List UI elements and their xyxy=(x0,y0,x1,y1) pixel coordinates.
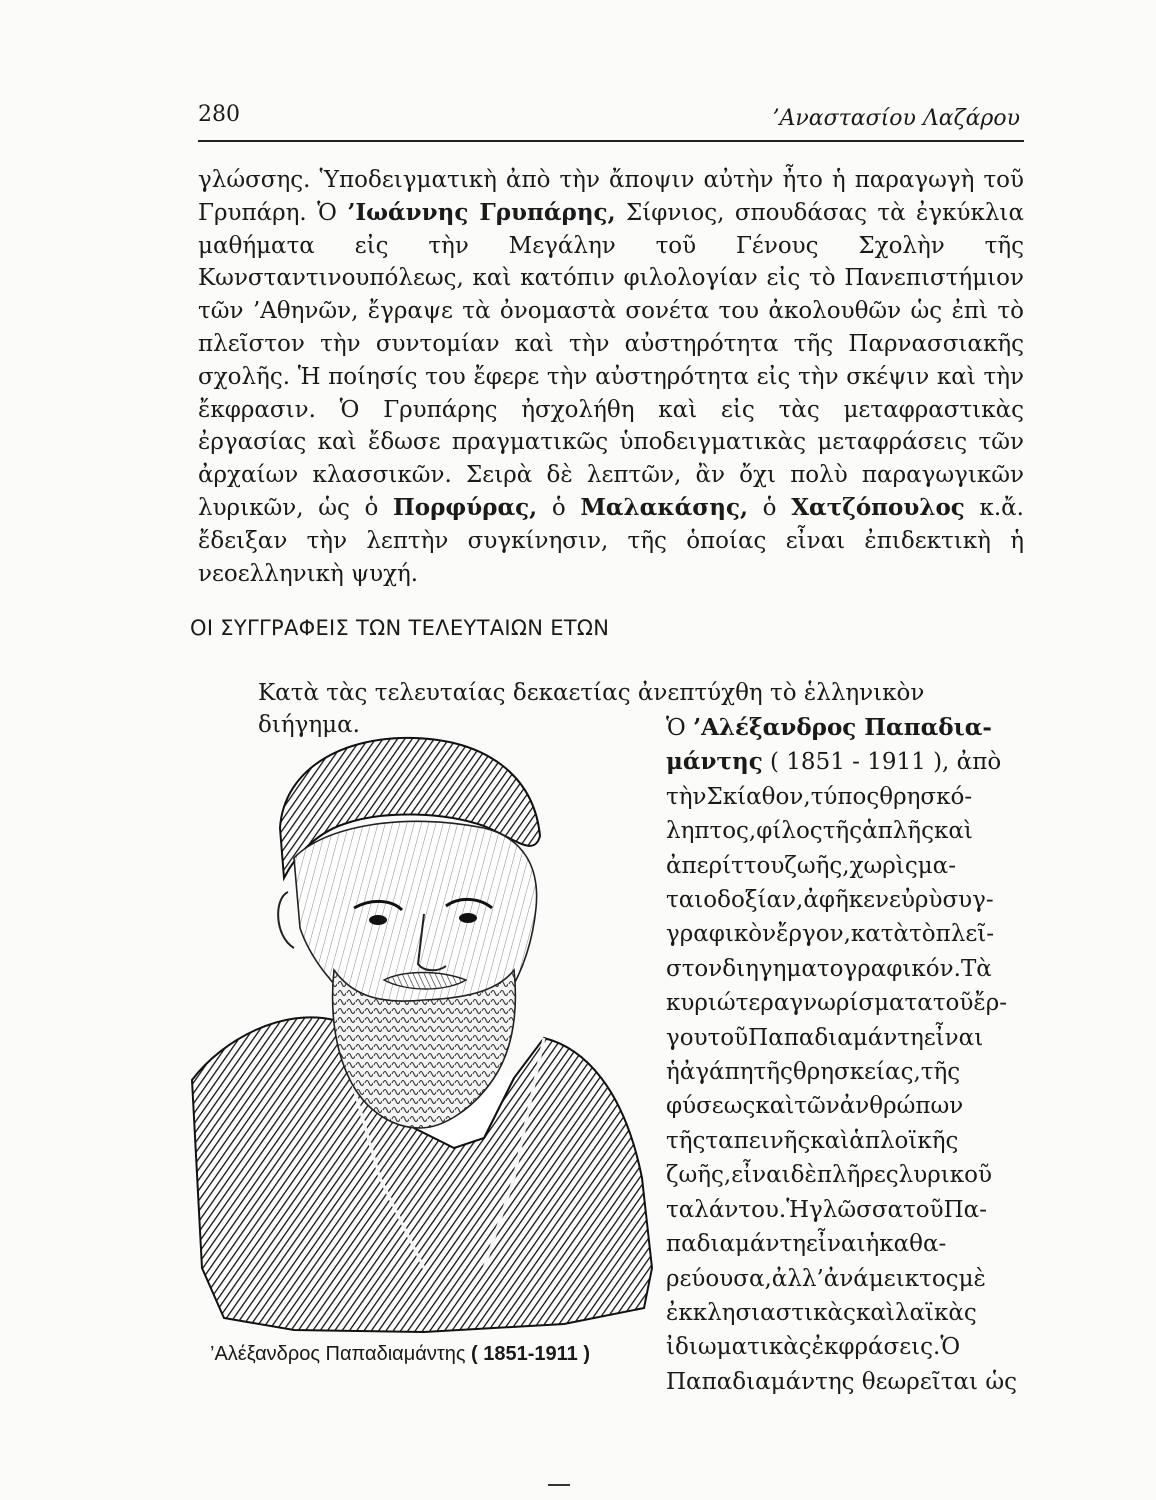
column-word: ἀγάπη xyxy=(679,1059,754,1086)
column-word: τῆς xyxy=(666,1127,706,1154)
column-line xyxy=(666,1021,1024,1055)
column-line xyxy=(666,1262,1024,1296)
column-word: τοῦ xyxy=(932,990,974,1017)
column-word: ἁπλῆς xyxy=(862,818,934,845)
column-line xyxy=(666,1089,1024,1123)
author-name: Πορφύρας, xyxy=(393,493,538,521)
column-word: λαϊκὰς xyxy=(894,1299,977,1326)
column-line xyxy=(666,917,1024,951)
author-name: μάντης xyxy=(666,748,763,776)
column-word: ἀλλ’ xyxy=(771,1265,824,1292)
column-word: τῆς xyxy=(753,1059,793,1086)
column-line xyxy=(666,745,1024,779)
column-word: τῶν xyxy=(794,1093,840,1120)
column-word: μὲ xyxy=(958,1265,986,1292)
column-word: ἔργον, xyxy=(776,921,851,948)
paragraph-text: κ.ἄ. ἔδειξαν τὴν λεπτὴν συγκίνησιν, τῆς ὁποίας εἶναι ἐπιδεκτικὴ ἡ νεοελληνικὴ ψυχή. xyxy=(198,494,1024,587)
column-line xyxy=(666,711,1024,745)
column-word: πλεῖ- xyxy=(935,921,995,948)
column-word: ταπεινῆς xyxy=(705,1127,811,1154)
paragraph-text: ὁ xyxy=(537,494,581,521)
caption-name: ’Αλέξανδρος Παπαδιαμάντης xyxy=(210,1343,466,1365)
column-line xyxy=(666,1296,1024,1330)
column-word: θρησκείας, xyxy=(792,1059,921,1086)
column-word: ἡ xyxy=(865,1231,880,1258)
column-word: Τὰ xyxy=(960,955,992,982)
column-word: κατὰ xyxy=(850,921,910,948)
caption-dates: ( 1851-1911 ) xyxy=(471,1343,591,1365)
column-word: φύσεως xyxy=(666,1093,756,1120)
column-word: παδιαμάντη xyxy=(666,1231,807,1258)
column-line xyxy=(666,849,1024,883)
running-head: ’Αναστασίου Λαζάρου xyxy=(772,106,1020,131)
column-word: ἁπλοϊκῆς xyxy=(849,1127,959,1154)
column-line xyxy=(666,1055,1024,1089)
column-word: καὶ xyxy=(855,1299,895,1326)
column-line xyxy=(666,1227,1024,1261)
column-line xyxy=(666,1330,1024,1364)
column-word: τύπος xyxy=(810,783,880,810)
portrait-engraving xyxy=(184,708,658,1344)
column-word: Σκίαθον, xyxy=(706,783,811,810)
body-paragraph xyxy=(198,164,1024,590)
paragraph-text: γλώσσης. Ὑποδειγματικὴ ἀπὸ τὴν ἄποψιν αὐτὴν ἦτο ἡ παραγωγὴ τοῦ Γρυπάρη. Ὁ xyxy=(198,167,1024,226)
column-word: ληπτος, xyxy=(666,818,757,845)
column-word: κυριώτερα xyxy=(666,990,790,1017)
column-word: καθα- xyxy=(879,1231,947,1258)
column-word: τοῦ xyxy=(707,1024,749,1051)
column-word: καὶ xyxy=(933,818,973,845)
column-word: καὶ xyxy=(755,1093,795,1120)
column-word: στον xyxy=(666,955,723,982)
column-word: ἡ xyxy=(666,1059,680,1086)
column-word: ἀφῆκεν xyxy=(803,887,890,914)
column-word: ταλάντου. xyxy=(666,1196,787,1223)
column-word: ρεύουσα, xyxy=(666,1265,772,1292)
column-word: ζωῆς, xyxy=(666,1162,732,1189)
column-word: τοῦ xyxy=(903,1196,944,1223)
column-word: θρησκό- xyxy=(879,783,973,810)
column-word: ζωῆς, xyxy=(784,852,850,879)
column-word: γνωρίσματα xyxy=(789,990,933,1017)
author-name: ’Ιωάννης Γρυπάρης, xyxy=(347,198,616,226)
column-word: ἔρ- xyxy=(973,990,1008,1017)
column-word: συγ- xyxy=(942,887,994,914)
column-word: ἐκκλησιαστικὰς xyxy=(666,1299,856,1326)
column-word: δὲ xyxy=(790,1162,817,1189)
column-word: εἶναι xyxy=(806,1231,866,1258)
column-word: πλῆρες xyxy=(816,1162,899,1189)
column-line xyxy=(666,883,1024,917)
column-word: μα- xyxy=(917,852,956,879)
column-word: Παπαδιαμάντη xyxy=(748,1024,924,1051)
column-word: ἰδιωματικὰς xyxy=(666,1334,812,1361)
column-word: γλῶσσα xyxy=(809,1196,904,1223)
column-word: λυρικοῦ xyxy=(898,1162,992,1189)
column-word: εὐρὺ xyxy=(889,887,943,914)
column-text: Ὁ xyxy=(666,715,686,741)
column-word: ἀνάμεικτος xyxy=(823,1265,959,1292)
column-word: τὸ xyxy=(909,921,936,948)
author-name: Μαλακάσης, xyxy=(580,493,748,521)
column-word: Πα- xyxy=(943,1196,987,1223)
column-word: Ἡ xyxy=(786,1196,810,1223)
column-word: Ὁ xyxy=(940,1334,961,1361)
page-mark xyxy=(548,1484,570,1486)
column-word: εἶναι xyxy=(923,1024,984,1051)
column-word: φίλος xyxy=(756,818,823,845)
column-word: γραφικὸν xyxy=(666,921,777,948)
column-line xyxy=(666,1158,1024,1192)
column-lines xyxy=(666,780,1024,1399)
column-line xyxy=(666,1193,1024,1227)
column-word: καὶ xyxy=(810,1127,850,1154)
column-word: διηγηματογραφικόν. xyxy=(722,955,961,982)
column-line xyxy=(666,1124,1024,1158)
column-word: εἶναι xyxy=(731,1162,791,1189)
column-line xyxy=(666,986,1024,1020)
intro-line: Κατὰ τὰς τελευταίας δεκαετίας ἀνεπτύχθη τὸ ἑλληνικὸν διήγημα. xyxy=(258,680,925,738)
column-word: χωρὶς xyxy=(849,852,918,879)
column-word: τῆς xyxy=(822,818,863,845)
portrait-caption xyxy=(210,1343,590,1366)
side-column xyxy=(666,711,1024,1399)
column-line xyxy=(666,780,1024,814)
column-word: ἐκφράσεις. xyxy=(811,1334,941,1361)
section-heading: ΟΙ ΣΥΓΓΡΑΦΕΙΣ ΤΩΝ ΤΕΛΕΥΤΑΙΩΝ ΕΤΩΝ xyxy=(190,616,610,640)
column-word: τὴν xyxy=(666,783,707,810)
author-name: ’Αλέξανδρος Παπαδια- xyxy=(693,714,992,741)
column-text: ( 1851 - 1911 ), ἀπὸ xyxy=(770,749,1002,776)
column-line xyxy=(666,952,1024,986)
paragraph-text: ὁ xyxy=(748,494,792,521)
column-line: Παπαδιαμάντης θεωρεῖται ὡς xyxy=(666,1368,1017,1395)
column-word: ταιοδοξίαν, xyxy=(666,887,804,914)
author-name: Χατζόπουλος xyxy=(791,493,965,521)
page-number: 280 xyxy=(198,102,240,127)
column-word: ἀπερίττου xyxy=(666,852,785,879)
page-header xyxy=(198,100,1024,142)
column-line xyxy=(666,814,1024,848)
paragraph-text: Σίφνιος, σπουδάσας τὰ ἐγκύκλια μαθήματα εἰς τὴν Μεγάλην τοῦ Γένους Σχολὴν τῆς Κωνσταντινουπόλεως, καὶ κατόπιν φιλολογίαν εἰς τὸ Πανεπιστήμιον τῶν ’Αθηνῶν, ἔγραψε τὰ ὀνομαστὰ σονέτα του ἀκολουθῶν ὡς ἐπὶ τὸ πλεῖστον τὴν συντομίαν καὶ τὴν αὐστηρότητα τῆς Παρνασσιακῆς σχολῆς. Ἡ ποίησίς του ἔφερε τὴν αὐστηρότητα εἰς τὴν σκέψιν καὶ τὴν ἔκφρασιν. Ὁ Γρυπάρης ἠσχολήθη καὶ εἰς τὰς μεταφραστικὰς ἐργασίας καὶ ἔδωσε πραγματικῶς ὑποδειγματικὰς μεταφράσεις τῶν ἀρχαίων κλασσικῶν. Σειρὰ δὲ λεπτῶν, ἂν ὄχι πολὺ παραγωγικῶν λυρικῶν, ὡς ὁ xyxy=(198,199,1024,521)
column-word: ἀνθρώπων xyxy=(839,1093,964,1120)
column-word: γου xyxy=(666,1024,708,1051)
column-word: τῆς xyxy=(920,1059,961,1086)
